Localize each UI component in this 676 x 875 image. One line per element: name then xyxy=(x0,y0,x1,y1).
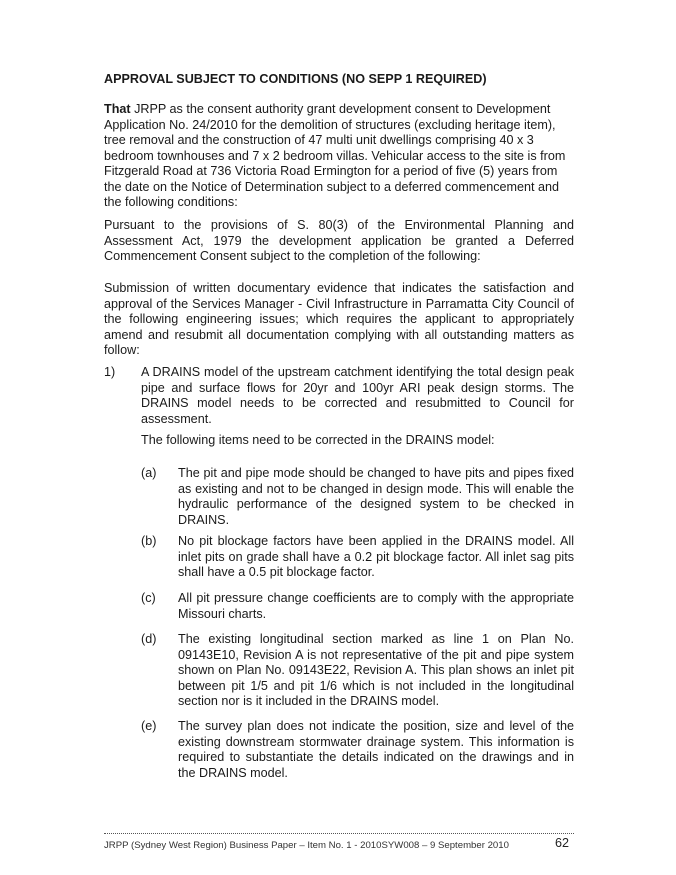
paragraph-engineering-issues: Submission of written documentary evidence that indicates the satisfaction and approval of the Services Manager - Civil Infrastructure in Parramatta City Council of the following engineering issues; which requires the applicant to appropriately amend and resubmit all documentation complying with all outstanding matters as follow: xyxy=(104,281,574,357)
sub-item-label: (c) xyxy=(141,591,156,605)
sub-item-text: No pit blockage factors have been applied in the DRAINS model. All inlet pits on grade shall have a 0.2 pit blockage factor. All inlet sag pits shall have a 0.5 pit blockage factor. xyxy=(178,534,574,579)
footer-text: JRPP (Sydney West Region) Business Paper – Item No. 1 - 2010SYW008 – 9 September 2010 xyxy=(104,840,509,851)
page-number: 62 xyxy=(555,836,570,850)
sub-item-label: (e) xyxy=(141,719,157,733)
item-number: 1) xyxy=(104,365,116,379)
item-intro: The following items need to be corrected in the DRAINS model: xyxy=(141,433,495,447)
section-heading: APPROVAL SUBJECT TO CONDITIONS (NO SEPP 1 REQUIRED) xyxy=(104,72,487,86)
item-text: A DRAINS model of the upstream catchment identifying the total design peak pipe and surface flows for 20yr and 100yr ARI peak design storms. The DRAINS model needs to be corrected and resubmitted to Council for assessment. xyxy=(141,365,574,426)
paragraph-consent xyxy=(104,102,574,211)
paragraph-lead-word: That xyxy=(104,102,131,116)
sub-item-text: All pit pressure change coefficients are to comply with the appropriate Missouri charts. xyxy=(178,591,574,621)
sub-item-label: (b) xyxy=(141,534,157,548)
sub-item-text: The existing longitudinal section marked as line 1 on Plan No. 09143E10, Revision A is not representative of the pit and pipe system shown on Plan No. 09143E22, Revision A. This plan shows an inlet pit between pit 1/5 and pit 1/6 which is not included in the longitudinal section nor is it included in the DRAINS model. xyxy=(178,632,574,708)
sub-item-label: (d) xyxy=(141,632,157,646)
sub-item-label: (a) xyxy=(141,466,157,480)
footer-divider xyxy=(104,833,574,834)
sub-item-text: The survey plan does not indicate the position, size and level of the existing downstream stormwater drainage system. This information is required to substantiate the details indicated on the drawings and in the DRAINS model. xyxy=(178,719,574,780)
sub-item-text: The pit and pipe mode should be changed to have pits and pipes fixed as existing and not to be changed in design mode. This will enable the hydraulic performance of the designed system to be checked in DRAINS. xyxy=(178,466,574,527)
paragraph-consent-text: JRPP as the consent authority grant development consent to Development Application No. 24/2010 for the demolition of structures (excluding heritage item), tree removal and the construction of 47 multi unit dwellings comprising 40 x 3 bedroom townhouses and 7 x 2 bedroom villas. Vehicular access to the site is from Fitzgerald Road at 736 Victoria Road Ermington for a period of five (5) years from the date on the Notice of Determination subject to a deferred commencement and the following conditions: xyxy=(104,102,566,209)
paragraph-deferred-commencement: Pursuant to the provisions of S. 80(3) of the Environmental Planning and Assessment Act, 1979 the development application be granted a Deferred Commencement Consent subject to the completion of the following: xyxy=(104,218,574,263)
